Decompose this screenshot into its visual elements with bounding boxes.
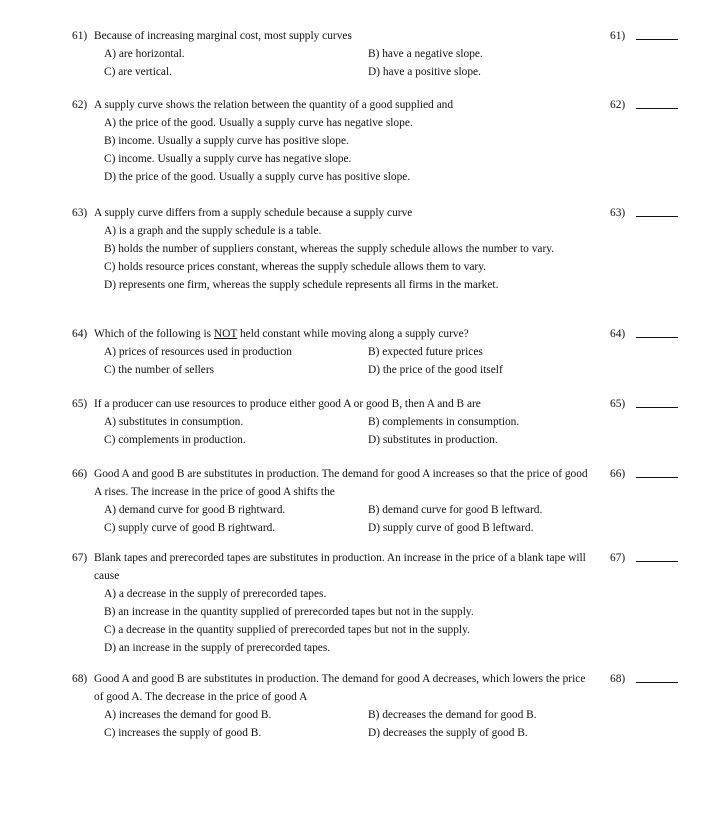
question-stem xyxy=(72,549,702,585)
choice-a: A) increases the demand for good B. xyxy=(104,709,272,721)
choice-d: D) decreases the supply of good B. xyxy=(368,727,528,739)
choice-b: B) decreases the demand for good B. xyxy=(368,709,537,721)
question-stem xyxy=(72,670,702,706)
choice-c: C) are vertical. xyxy=(104,66,172,78)
question-64 xyxy=(72,325,702,379)
question-number: 62) xyxy=(72,99,88,111)
question-number: 67) xyxy=(72,552,88,564)
question-67 xyxy=(72,549,702,657)
choice-c: C) increases the supply of good B. xyxy=(104,727,262,739)
question-text: A supply curve differs from a supply schedule because a supply curve xyxy=(94,207,413,219)
choice-b: B) have a negative slope. xyxy=(368,48,483,60)
choice-a: A) are horizontal. xyxy=(104,48,185,60)
choice-c: C) a decrease in the quantity supplied of prerecorded tapes but not in the supply. xyxy=(104,624,470,636)
question-text-after: held constant while moving along a supply curve? xyxy=(237,328,469,340)
question-61 xyxy=(72,27,702,81)
answer-choices xyxy=(72,114,702,186)
question-number: 68) xyxy=(72,673,88,685)
choice-b: B) complements in consumption. xyxy=(368,416,520,428)
answer-choices xyxy=(72,706,702,742)
answer-number: 66) xyxy=(610,468,626,480)
question-number: 66) xyxy=(72,468,88,480)
question-number: 63) xyxy=(72,207,88,219)
answer-choices xyxy=(72,45,702,81)
question-text: If a producer can use resources to produce either good A or good B, then A and B are xyxy=(94,398,481,410)
answer-line[interactable] xyxy=(636,561,678,562)
choice-a: A) prices of resources used in production xyxy=(104,346,292,358)
answer-choices xyxy=(72,222,702,294)
choice-c: C) complements in production. xyxy=(104,434,246,446)
question-number: 61) xyxy=(72,30,88,42)
question-text: Blank tapes and prerecorded tapes are substitutes in production. An increase in the price of a blank tape will cause xyxy=(94,552,586,582)
answer-choices xyxy=(72,413,702,449)
choice-c: C) the number of sellers xyxy=(104,364,215,376)
answer-choices xyxy=(72,343,702,379)
answer-number: 63) xyxy=(610,207,626,219)
answer-line[interactable] xyxy=(636,108,678,109)
question-text-emphasis: NOT xyxy=(213,328,238,340)
question-text: Good A and good B are substitutes in production. The demand for good A decreases, which lowers the price of good A. The decrease in the price of good A xyxy=(94,673,586,703)
choice-b: B) expected future prices xyxy=(368,346,483,358)
answer-number: 67) xyxy=(610,552,626,564)
question-68 xyxy=(72,670,702,742)
question-stem xyxy=(72,465,702,501)
question-text: Because of increasing marginal cost, most supply curves xyxy=(94,30,352,42)
choice-a: A) a decrease in the supply of prerecorded tapes. xyxy=(104,588,327,600)
question-text: Good A and good B are substitutes in production. The demand for good A increases so that the price of good A rises. The increase in the price of good A shifts the xyxy=(94,468,588,498)
choice-d: D) an increase in the supply of prerecorded tapes. xyxy=(104,642,331,654)
choice-b: B) demand curve for good B leftward. xyxy=(368,504,543,516)
answer-choices xyxy=(72,501,702,537)
answer-number: 61) xyxy=(610,30,626,42)
question-number: 64) xyxy=(72,328,88,340)
choice-b: B) holds the number of suppliers constant, whereas the supply schedule allows the number to vary. xyxy=(104,243,555,255)
question-stem xyxy=(72,325,702,343)
question-text-before: Which of the following is xyxy=(94,328,214,340)
choice-d: D) the price of the good. Usually a supply curve has positive slope. xyxy=(104,171,411,183)
question-65 xyxy=(72,395,702,449)
question-66 xyxy=(72,465,702,537)
answer-number: 62) xyxy=(610,99,626,111)
answer-line[interactable] xyxy=(636,337,678,338)
choice-a: A) demand curve for good B rightward. xyxy=(104,504,286,516)
answer-number: 64) xyxy=(610,328,626,340)
answer-line[interactable] xyxy=(636,216,678,217)
answer-number: 68) xyxy=(610,673,626,685)
choice-d: D) supply curve of good B leftward. xyxy=(368,522,534,534)
question-stem xyxy=(72,96,702,114)
answer-line[interactable] xyxy=(636,477,678,478)
choice-d: D) represents one firm, whereas the supply schedule represents all firms in the market. xyxy=(104,279,499,291)
question-stem xyxy=(72,395,702,413)
choice-c: C) holds resource prices constant, whereas the supply schedule allows them to vary. xyxy=(104,261,487,273)
choice-d: D) the price of the good itself xyxy=(368,364,503,376)
choice-c: C) supply curve of good B rightward. xyxy=(104,522,276,534)
question-62 xyxy=(72,96,702,186)
answer-number: 65) xyxy=(610,398,626,410)
question-number: 65) xyxy=(72,398,88,410)
choice-b: B) income. Usually a supply curve has positive slope. xyxy=(104,135,349,147)
choice-a: A) is a graph and the supply schedule is a table. xyxy=(104,225,322,237)
choice-a: A) substitutes in consumption. xyxy=(104,416,244,428)
question-stem xyxy=(72,204,702,222)
answer-line[interactable] xyxy=(636,682,678,683)
question-63 xyxy=(72,204,702,294)
answer-choices xyxy=(72,585,702,657)
choice-c: C) income. Usually a supply curve has negative slope. xyxy=(104,153,352,165)
choice-b: B) an increase in the quantity supplied of prerecorded tapes but not in the supply. xyxy=(104,606,474,618)
choice-d: D) substitutes in production. xyxy=(368,434,498,446)
question-stem xyxy=(72,27,702,45)
answer-line[interactable] xyxy=(636,407,678,408)
answer-line[interactable] xyxy=(636,39,678,40)
choice-d: D) have a positive slope. xyxy=(368,66,481,78)
question-text: A supply curve shows the relation between the quantity of a good supplied and xyxy=(94,99,454,111)
choice-a: A) the price of the good. Usually a supply curve has negative slope. xyxy=(104,117,413,129)
